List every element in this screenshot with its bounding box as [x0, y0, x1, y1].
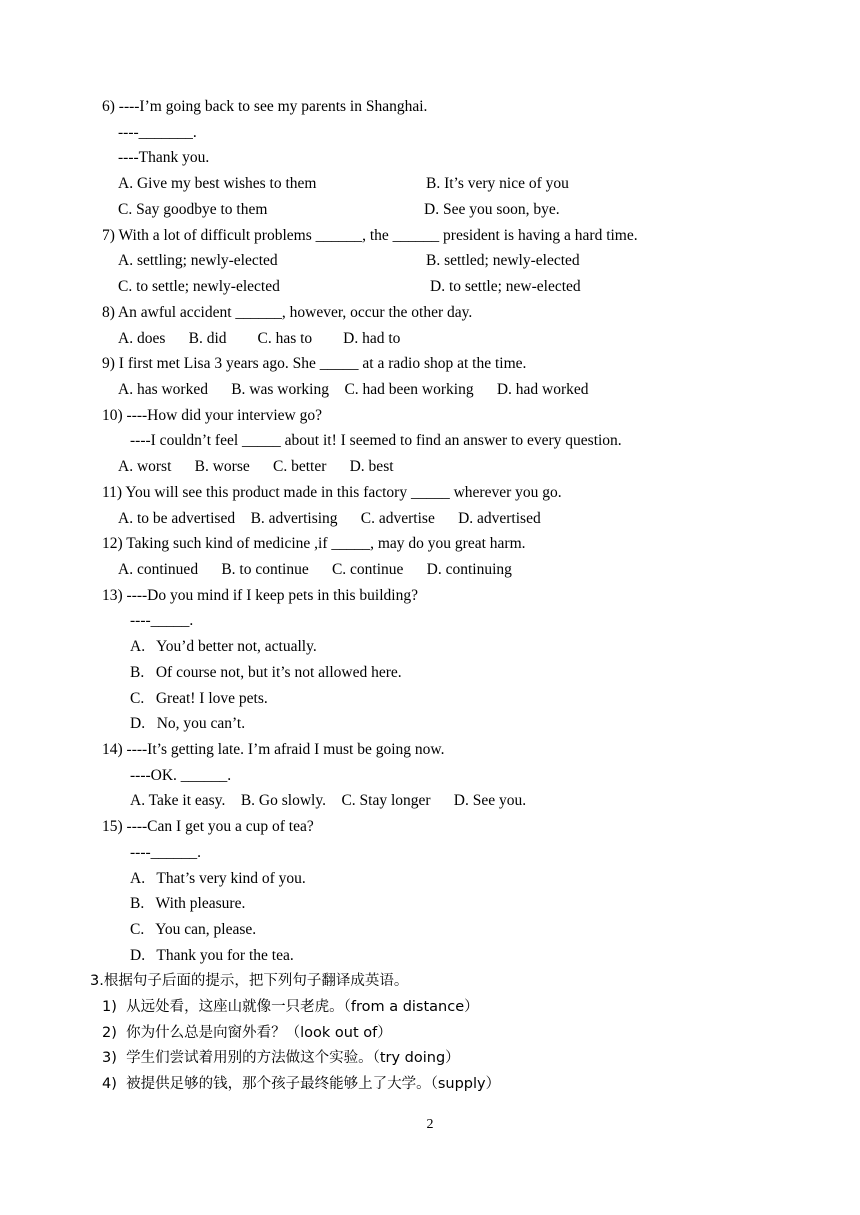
text-line: A. to be advertised B. advertising C. advertise D. advertised — [118, 510, 541, 527]
text-line: 15) ----Can I get you a cup of tea? — [102, 818, 314, 835]
text-line: C. You can, please. — [130, 921, 257, 938]
text-line: A. Take it easy. B. Go slowly. C. Stay longer D. See you. — [130, 792, 527, 809]
text-line: 6) ----I’m going back to see my parents in Shanghai. — [102, 98, 428, 115]
text-line: D. No, you can’t. — [130, 715, 246, 732]
text-line: B. Of course not, but it’s not allowed here. — [130, 664, 402, 681]
text-line: A. settling; newly-elected — [118, 252, 278, 269]
text-line: 12) Taking such kind of medicine ,if _____, may do you great harm. — [102, 535, 526, 552]
text-line: 7) With a lot of difficult problems ______, the ______ president is having a hard time. — [102, 227, 638, 244]
text-line: B. With pleasure. — [130, 895, 246, 912]
text-line: C. Great! I love pets. — [130, 690, 268, 707]
text-line: 1) 从远处看，这座山就像一只老虎。（from a distance） — [102, 999, 479, 1015]
text-line: 14) ----It’s getting late. I’m afraid I must be going now. — [102, 741, 445, 758]
text-line: ----OK. ______. — [130, 767, 232, 784]
text-line: A. worst B. worse C. better D. best — [118, 458, 394, 475]
text-line: C. to settle; newly-elected — [118, 278, 280, 295]
text-line: B. It’s very nice of you — [426, 175, 569, 192]
text-line: A. continued B. to continue C. continue D. continuing — [118, 561, 512, 578]
text-line: ----______. — [130, 844, 202, 861]
text-line: B. settled; newly-elected — [426, 252, 580, 269]
text-line: 8) An awful accident ______, however, occur the other day. — [102, 304, 473, 321]
page-number: 2 — [426, 1117, 434, 1132]
text-line: A. That’s very kind of you. — [130, 870, 306, 887]
text-line: ----Thank you. — [118, 149, 210, 166]
text-line: A. does B. did C. has to D. had to — [118, 330, 401, 347]
text-line: 4) 被提供足够的钱，那个孩子最终能够上了大学。（supply） — [102, 1076, 501, 1092]
text-line: 2) 你为什么总是向窗外看？（look out of） — [102, 1025, 392, 1041]
text-line: 13) ----Do you mind if I keep pets in this building? — [102, 587, 418, 604]
text-line: A. has worked B. was working C. had been working D. had worked — [118, 381, 589, 398]
text-line: 9) I first met Lisa 3 years ago. She _____ at a radio shop at the time. — [102, 355, 527, 372]
text-line: A. Give my best wishes to them — [118, 175, 317, 192]
text-line: 10) ----How did your interview go? — [102, 407, 322, 424]
text-line: D. Thank you for the tea. — [130, 947, 294, 964]
text-line: 3.根据句子后面的提示，把下列句子翻译成英语。 — [90, 973, 409, 989]
text-line: D. See you soon, bye. — [424, 201, 560, 218]
text-line: ----_____. — [130, 612, 194, 629]
text-line: C. Say goodbye to them — [118, 201, 268, 218]
text-line: 3) 学生们尝试着用别的方法做这个实验。（try doing） — [102, 1050, 460, 1066]
text-line: ----I couldn’t feel _____ about it! I seemed to find an answer to every question. — [130, 432, 622, 449]
text-line: D. to settle; new-elected — [430, 278, 581, 295]
text-line: 11) You will see this product made in this factory _____ wherever you go. — [102, 484, 562, 501]
text-line: ----_______. — [118, 124, 197, 141]
text-line: A. You’d better not, actually. — [130, 638, 317, 655]
